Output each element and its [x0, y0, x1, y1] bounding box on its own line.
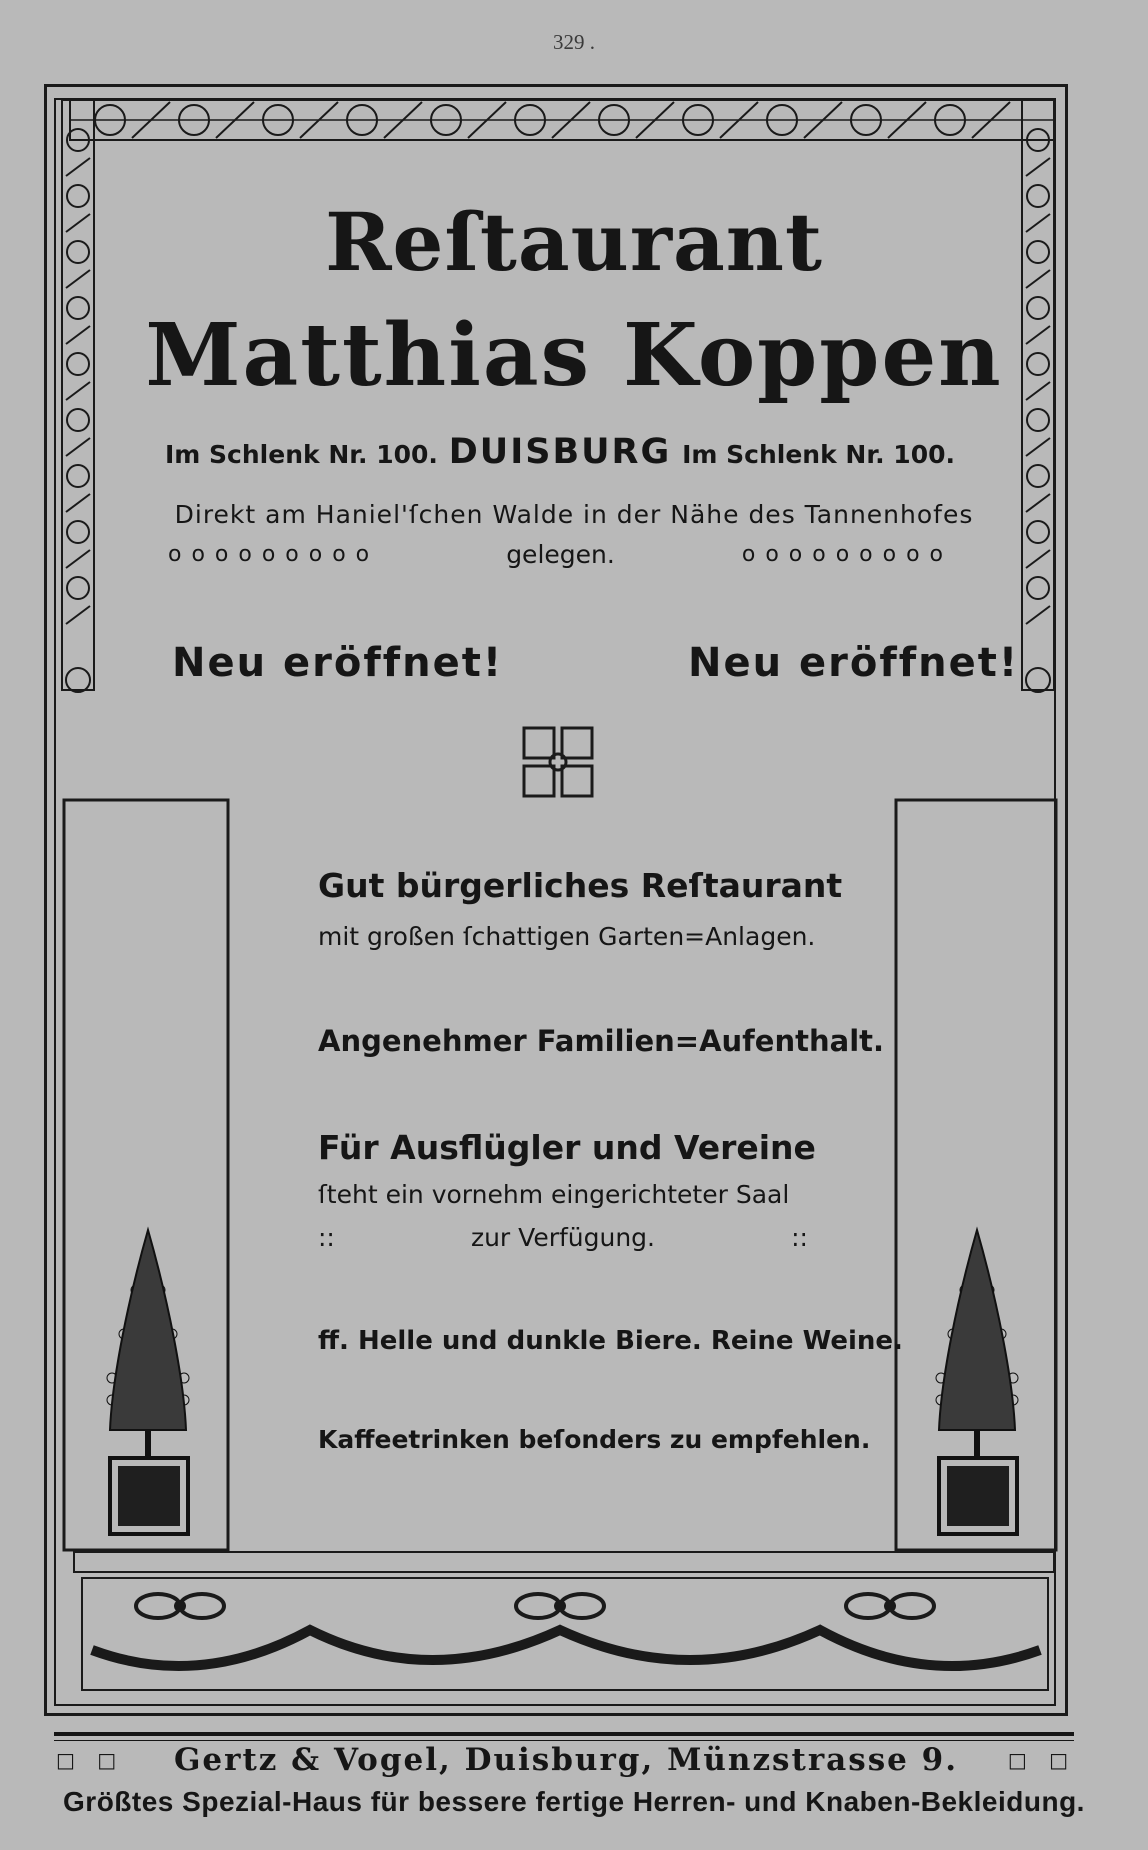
dots-left: ooooooooo — [168, 542, 380, 567]
footer-squares-left: □ □ — [56, 1748, 125, 1772]
city-name: DUISBURG — [448, 432, 672, 472]
footer-company: Gertz & Vogel, Duisburg, Münzstrasse 9. — [173, 1742, 959, 1778]
hall-mark-right: :: — [791, 1223, 808, 1252]
location-description: Direkt am Haniel'ſchen Walde in der Nähe des Tannenhofes — [174, 500, 974, 529]
page-number: 329 . — [553, 30, 595, 54]
footer-company-row — [56, 1742, 1076, 1778]
coffee-line: Kaffeetrinken beſonders zu empfehlen. — [318, 1425, 871, 1454]
ribbon-bow — [180, 1594, 224, 1618]
border-rosette — [67, 577, 89, 599]
border-stroke — [66, 158, 90, 176]
ribbon-bow — [846, 1594, 890, 1618]
bottom-garland-band — [74, 1552, 1054, 1690]
restaurant-heading: Gut bürgerliches Reſtaurant — [318, 866, 843, 905]
ribbon-bow — [560, 1594, 604, 1618]
border-rosette — [67, 465, 89, 487]
located-text: gelegen. — [506, 540, 615, 569]
border-stroke — [66, 550, 90, 568]
border-stroke — [1026, 550, 1050, 568]
newly-opened-right: Neu eröffnet! — [688, 640, 1020, 686]
hall-availability-row — [318, 1223, 808, 1252]
garden-subline: mit großen ſchattigen Garten=Anlagen. — [318, 922, 816, 951]
ribbon-knot — [554, 1600, 566, 1612]
border-stroke — [66, 438, 90, 456]
left-topiary-tree — [110, 1230, 188, 1534]
footer-rule-thick — [54, 1732, 1074, 1736]
border-stroke — [66, 606, 90, 624]
ribbon-bow — [516, 1594, 560, 1618]
family-heading: Angenehmer Familien=Aufenthalt. — [318, 1024, 885, 1058]
border-stroke — [1026, 158, 1050, 176]
dots-right: ooooooooo — [741, 542, 953, 567]
ribbon-knot — [884, 1600, 896, 1612]
border-stroke — [1026, 438, 1050, 456]
ribbon-bow — [890, 1594, 934, 1618]
border-rosette — [1027, 409, 1049, 431]
border-rosette — [1027, 577, 1049, 599]
excursions-heading: Für Ausflügler und Vereine — [318, 1128, 816, 1167]
border-rosette — [67, 409, 89, 431]
right-topiary-tree — [939, 1230, 1017, 1534]
location-dots-row — [168, 540, 953, 569]
address-row — [165, 432, 955, 472]
center-emblem — [524, 728, 592, 796]
footer-rule-thin — [54, 1740, 1074, 1741]
beer-line: ff. Helle und dunkle Biere. Reine Weine. — [318, 1326, 903, 1356]
restaurant-title: Reſtaurant — [325, 195, 823, 289]
hall-subline: ſteht ein vornehm eingerichteter Saal — [318, 1180, 790, 1209]
proprietor-name: Matthias Koppen — [145, 305, 1003, 406]
newly-opened-left: Neu eröffnet! — [172, 640, 504, 686]
hall-available: zur Verfügung. — [470, 1223, 656, 1252]
ribbon-knot — [174, 1600, 186, 1612]
border-rosette — [1027, 465, 1049, 487]
address-right: Im Schlenk Nr. 100. — [682, 440, 955, 469]
address-left: Im Schlenk Nr. 100. — [165, 440, 438, 469]
ribbon-bow — [136, 1594, 180, 1618]
hall-mark-left: :: — [318, 1223, 335, 1252]
footer-tagline: Größtes Spezial-Haus für bessere fertige Herren- und Knaben-Bekleidung. — [63, 1786, 1085, 1817]
border-stroke — [1026, 606, 1050, 624]
footer-squares-right: □ □ — [1007, 1748, 1076, 1772]
